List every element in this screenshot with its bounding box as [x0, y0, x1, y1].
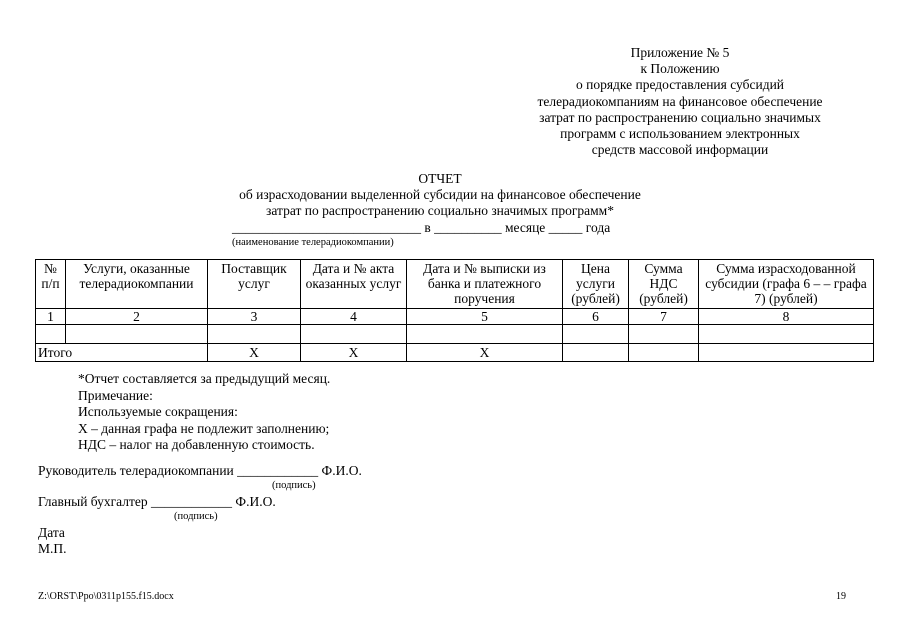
report-subtitle: затрат по распространению социально значимых программ*: [266, 203, 614, 218]
total-label: Итого: [36, 344, 208, 362]
appendix-line: программ с использованием электронных: [560, 126, 800, 142]
column-number: 6: [563, 309, 629, 325]
footer-file-path: Z:\ORST\Ppo\0311p155.f15.docx: [38, 591, 174, 602]
note-line: НДС – налог на добавленную стоимость.: [78, 437, 315, 452]
note-line: Примечание:: [78, 387, 153, 403]
head-signature-line: Руководитель телерадиокомпании ____________ Ф.И.О.: [38, 463, 362, 478]
column-number-row: [36, 309, 874, 325]
note-line: *Отчет составляется за предыдущий месяц.: [78, 371, 331, 386]
appendix-line: о порядке предоставления субсидий: [575, 77, 785, 93]
column-number: 5: [407, 309, 563, 325]
footer-page-number: 19: [836, 591, 846, 602]
report-subtitle: об израсходовании выделенной субсидии на финансовое обеспечение: [239, 187, 641, 202]
column-header: Цена услуги (рублей): [563, 260, 629, 309]
table-header-row: [36, 260, 874, 309]
column-header: Сумма израсходованной субсидии (графа 6 – – графа 7) (рублей): [699, 260, 874, 309]
column-header: Услуги, оказанные телерадиокомпании: [66, 260, 208, 309]
appendix-line: средств массовой информации: [591, 142, 769, 158]
appendix-line: Приложение № 5: [630, 45, 730, 60]
column-number: 7: [629, 309, 699, 325]
appendix-line: телерадиокомпаниям на финансовое обеспечение: [537, 93, 823, 109]
accountant-signature-caption: (подпись): [174, 511, 218, 522]
column-number: 8: [699, 309, 874, 325]
total-row: [36, 344, 874, 362]
report-table: [35, 259, 874, 362]
note-line: Х – данная графа не подлежит заполнению;: [78, 420, 330, 436]
table-cell[interactable]: [629, 325, 699, 344]
column-number: 3: [208, 309, 301, 325]
date-label: Дата: [38, 525, 65, 540]
table-cell[interactable]: [563, 325, 629, 344]
total-cell: Х: [407, 344, 563, 362]
table-cell[interactable]: [208, 325, 301, 344]
total-cell[interactable]: [699, 344, 874, 362]
company-name-caption: (наименование телерадиокомпании): [232, 237, 394, 248]
column-header: Дата и № выписки из банка и платежного поручения: [407, 260, 563, 309]
column-header: Сумма НДС (рублей): [629, 260, 699, 309]
report-heading: [150, 171, 730, 219]
notes-block: [78, 371, 330, 454]
table-cell[interactable]: [301, 325, 407, 344]
report-period-line: ____________________________ в __________ месяце _____ года: [232, 220, 611, 235]
seal-label: М.П.: [38, 541, 67, 556]
appendix-header: [500, 45, 860, 158]
column-header: Поставщик услуг: [208, 260, 301, 309]
report-title: ОТЧЕТ: [418, 171, 462, 186]
column-number: 4: [301, 309, 407, 325]
column-header: № п/п: [36, 260, 66, 309]
accountant-signature-line: Главный бухгалтер ____________ Ф.И.О.: [38, 494, 276, 509]
appendix-line: затрат по распространению социально значимых: [539, 109, 821, 125]
column-header: Дата и № акта оказанных услуг: [301, 260, 407, 309]
table-row: [36, 325, 874, 344]
note-line: Используемые сокращения:: [78, 404, 238, 419]
table-cell[interactable]: [699, 325, 874, 344]
column-number: 1: [36, 309, 66, 325]
table-cell[interactable]: [66, 325, 208, 344]
total-cell: Х: [301, 344, 407, 362]
total-cell: Х: [208, 344, 301, 362]
column-number: 2: [66, 309, 208, 325]
table-cell[interactable]: [407, 325, 563, 344]
total-cell[interactable]: [629, 344, 699, 362]
head-signature-caption: (подпись): [272, 480, 316, 491]
appendix-line: к Положению: [640, 61, 720, 77]
table-cell[interactable]: [36, 325, 66, 344]
total-cell[interactable]: [563, 344, 629, 362]
